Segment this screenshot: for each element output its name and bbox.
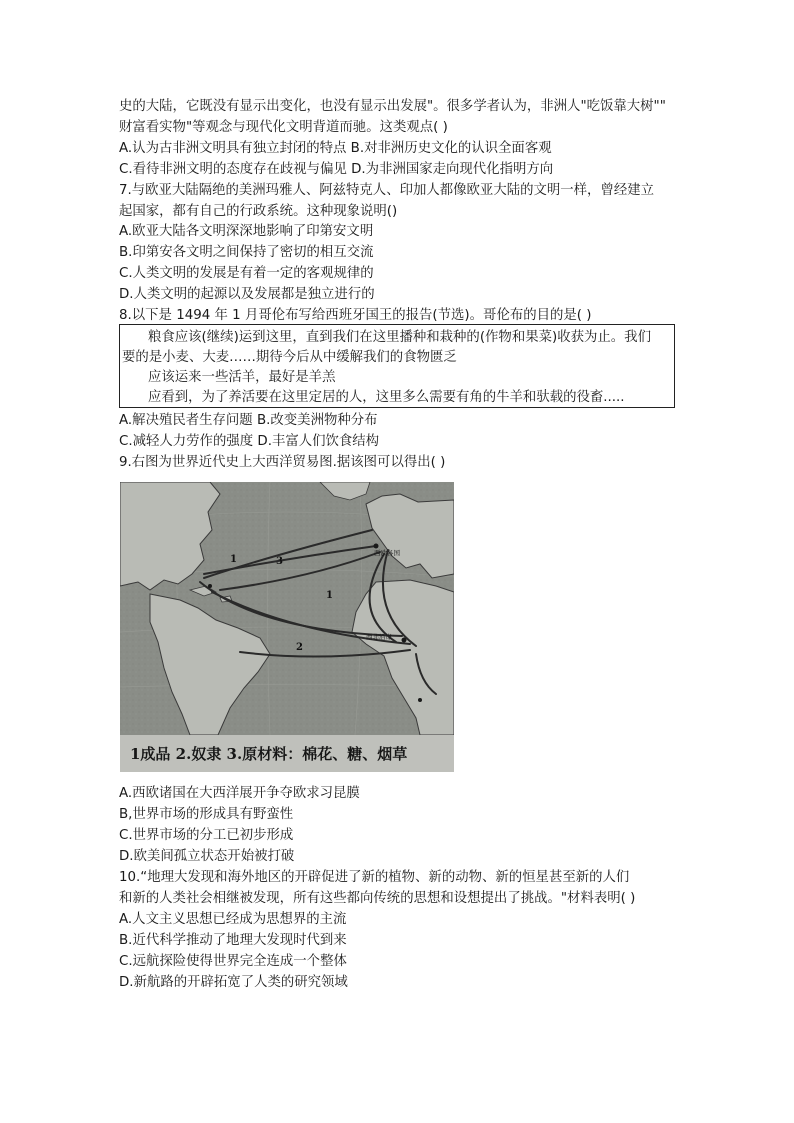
q7-option-b: B.印第安各文明之间保持了密切的相互交流: [119, 245, 374, 260]
map-route-number-1a: 1: [230, 554, 237, 565]
q9-option-b: B,世界市场的形成具有野蛮性: [119, 807, 294, 822]
q6-text-line-2: 财富看实物"等观念与现代化文明背道而驰。这类观点( ): [119, 120, 448, 135]
q6-text-line-1: 史的大陆，它既没有显示出变化，也没有显示出发展"。很多学者认为，非洲人"吃饭靠大树"": [119, 99, 666, 114]
q10-stem-line-2: 和新的人类社会相继被发现，所有这些都向传统的思想和设想提出了挑战。"材料表明( ): [119, 891, 636, 906]
map-label-africa: 西非沿岸: [366, 633, 392, 641]
q8-options-cd: C.减轻人力劳作的强度 D.丰富人们饮食结构: [119, 434, 380, 449]
q7-stem-line-2: 起国家，都有自己的行政系统。这种现象说明(): [119, 204, 398, 219]
q10-option-d: D.新航路的开辟拓宽了人类的研究领域: [119, 975, 348, 990]
q6-options-cd: C.看待非洲文明的态度存在歧视与偏见 D.为非洲国家走向现代化指明方向: [119, 162, 554, 177]
atlantic-map-drawing: [120, 482, 454, 735]
q10-option-a: A.人文主义思想已经成为思想界的主流: [119, 912, 347, 927]
q6-options-ab: A.认为古非洲文明具有独立封闭的特点 B.对非洲历史文化的认识全面客观: [119, 141, 552, 156]
q10-option-c: C.远航探险使得世界完全连成一个整体: [119, 954, 347, 969]
q8-options-ab: A.解决殖民者生存问题 B.改变美洲物种分布: [119, 413, 378, 428]
q8-stem: 8.以下是 1494 年 1 月哥伦布写给西班牙国王的报告(节选)。哥伦布的目的是( ): [119, 308, 592, 323]
map-route-number-1b: 1: [326, 590, 333, 601]
q7-option-c: C.人类文明的发展是有着一定的客观规律的: [119, 266, 374, 281]
map-legend-text: 1成品 2.奴隶 3.原材料：棉花、糖、烟草: [130, 745, 408, 763]
q9-option-d: D.欧美间孤立状态开始被打破: [119, 849, 295, 864]
q9-option-a: A.西欧诸国在大西洋展开争夺欧求习昆膜: [119, 786, 360, 801]
q7-stem-line-1: 7.与欧亚大陆隔绝的美洲玛雅人、阿兹特克人、印加人都像欧亚大陆的文明一样，曾经建立: [119, 183, 655, 198]
q10-option-b: B.近代科学推动了地理大发现时代到来: [119, 933, 347, 948]
q8-quote-line-3: 应该运来一些活羊，最好是羊羔: [148, 370, 336, 385]
q7-option-d: D.人类文明的起源以及发展都是独立进行的: [119, 287, 375, 302]
q8-quote-line-1: 粮食应该(继续)运到这里，直到我们在这里播种和栽种的(作物和果菜)收获为止。我们: [148, 330, 651, 345]
atlantic-trade-map: [120, 482, 454, 772]
q7-option-a: A.欧亚大陆各文明深深地影响了印第安文明: [119, 224, 374, 239]
q10-stem-line-1: 10.“地理大发现和海外地区的开辟促进了新的植物、新的动物、新的恒星甚至新的人们: [119, 870, 630, 885]
q8-quote-box: [119, 324, 675, 408]
q9-stem: 9.右图为世界近代史上大西洋贸易图.据该图可以得出( ): [119, 455, 446, 470]
q8-quote-line-4: 应看到，为了养活要在这里定居的人，这里多么需要有角的牛羊和驮载的役畜.....: [148, 390, 625, 405]
map-route-number-3: 3: [276, 556, 283, 567]
map-legend: [120, 735, 454, 772]
q9-option-c: C.世界市场的分工已初步形成: [119, 828, 294, 843]
map-route-number-2: 2: [296, 642, 303, 653]
map-label-europe: 西欧各国: [374, 549, 400, 557]
q8-quote-line-2: 要的是小麦、大麦……期待今后从中缓解我们的食物匮乏: [122, 350, 457, 365]
